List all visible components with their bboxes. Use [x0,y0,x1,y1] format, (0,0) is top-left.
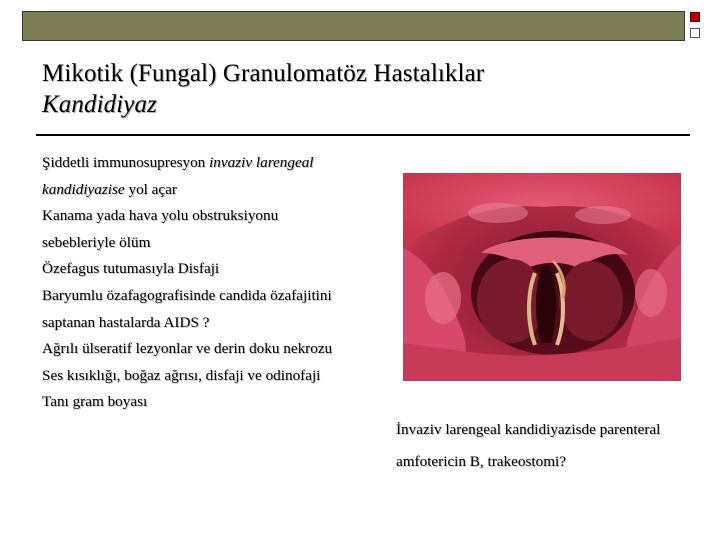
bullet-item [42,177,392,204]
bullet-item: Tanı gram boyası [42,393,148,411]
caption-line: İnvaziv larengeal kandidiyazisde parenteral [396,421,661,438]
bullet-item: Kanama yada hava yolu obstruksiyonu [42,207,279,225]
bullet-item: Ses kısıklığı, boğaz ağrısı, disfaji ve odinofaji [42,366,321,384]
accent-square-red [690,12,700,22]
photo-caption [396,414,716,478]
bullet-text-italic: kandidiyazise [42,180,125,198]
bullet-text-italic: invaziv larengeal [209,154,314,171]
title-subtitle: Kandidiyaz [42,91,157,118]
bullet-list [42,150,392,416]
bullet-item: Özefagus tutumasıyla Disfaji [42,260,220,278]
title-divider [36,134,690,136]
slide-title [42,58,484,120]
bullet-item: saptanan hastalarda AIDS ? [42,313,210,331]
bullet-text: Şiddetli immunosupresyon [42,154,210,171]
header-bar [22,11,685,41]
larynx-photo-image [403,173,681,381]
larynx-photo [403,173,681,381]
bullet-item: Baryumlu özafagografisinde candida özafajitini [42,286,332,304]
bullet-item [42,150,392,177]
bullet-item: Ağrılı ülseratif lezyonlar ve derin doku nekrozu [42,340,333,358]
bullet-item: sebebleriyle ölüm [42,233,151,251]
accent-square-white [690,28,700,38]
title-main: Mikotik (Fungal) Granulomatöz Hastalıklar [42,60,485,87]
caption-line: amfotericin B, trakeostomi? [396,453,566,470]
bullet-text: yol açar [124,180,177,198]
